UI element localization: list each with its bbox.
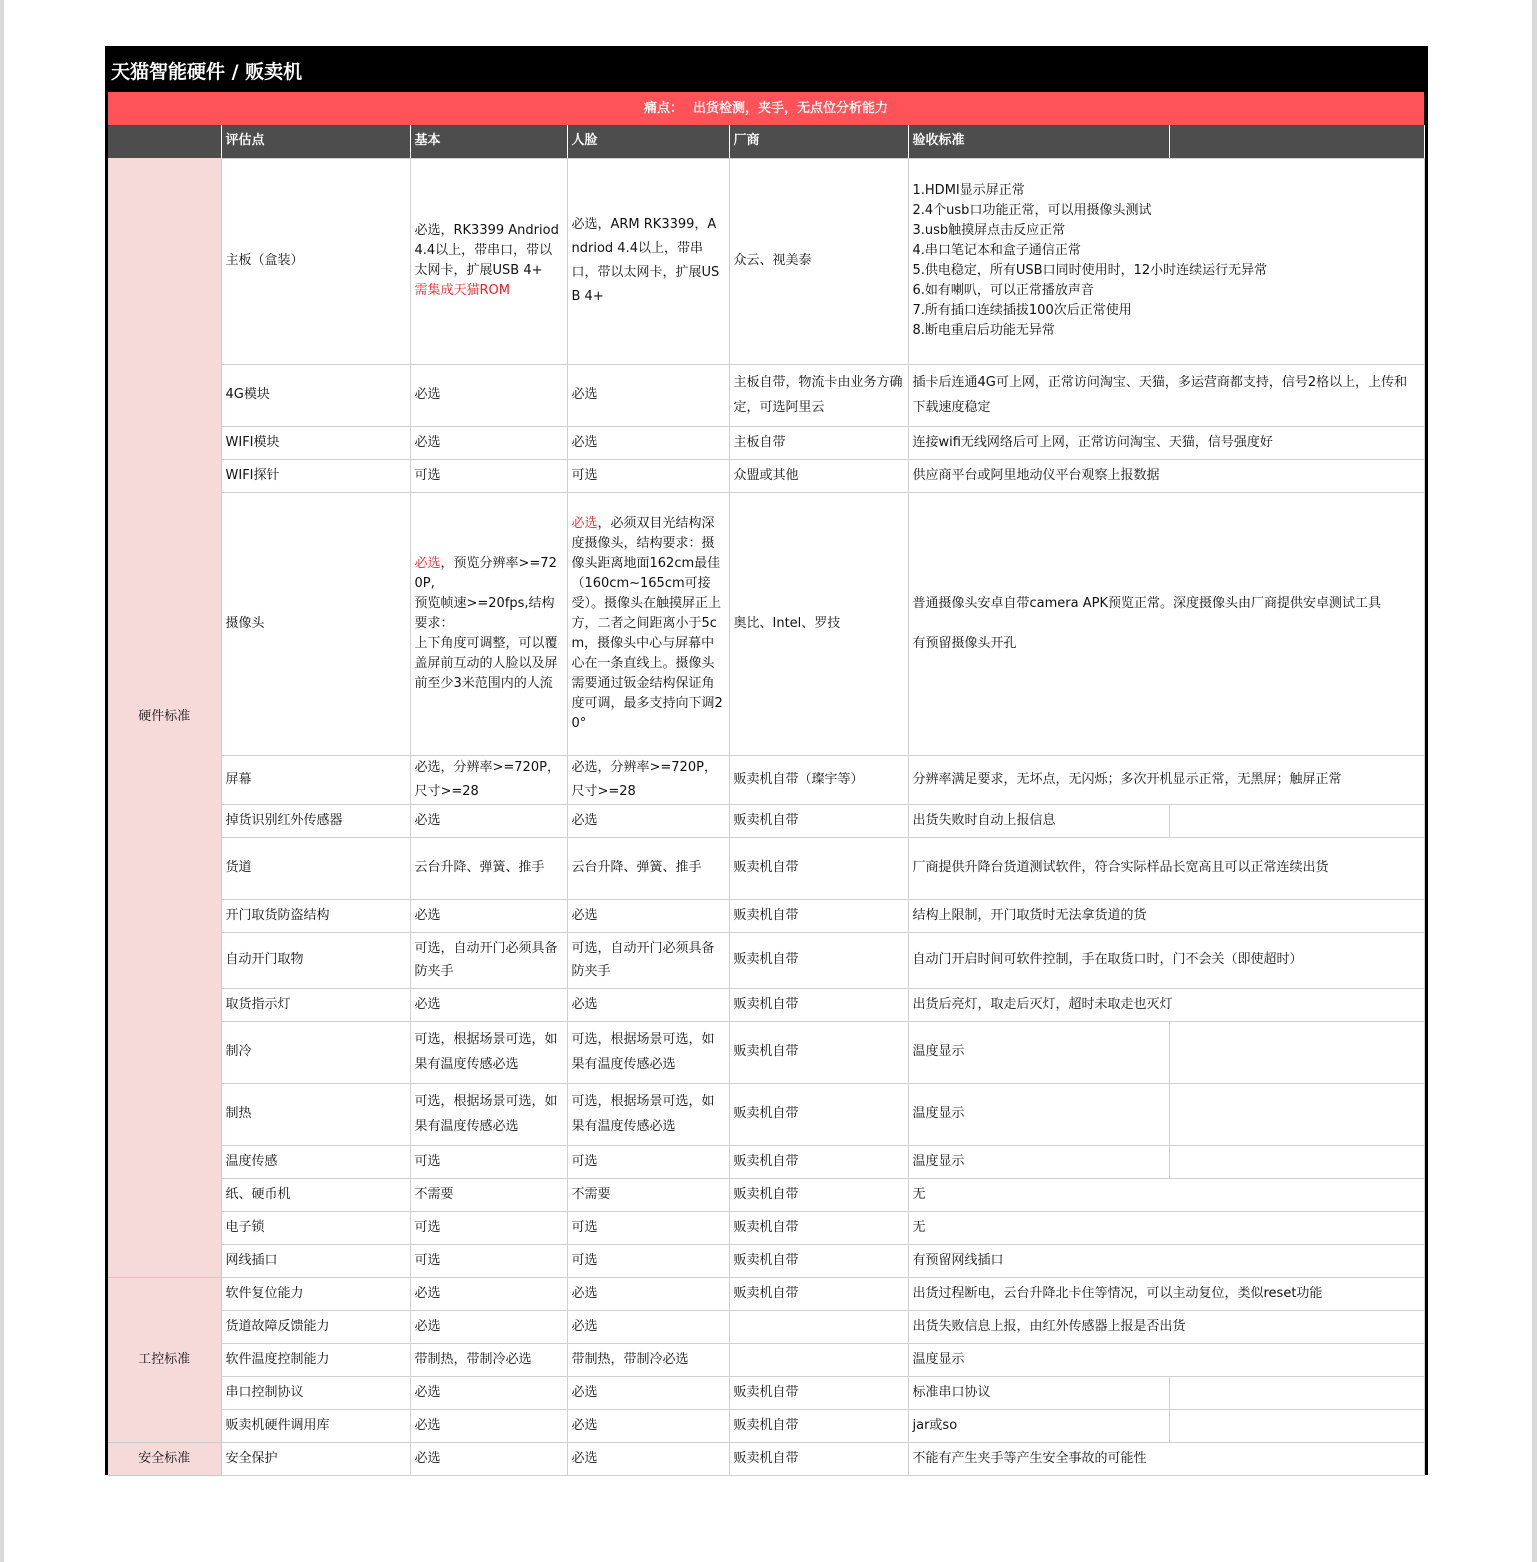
face-cell: 可选 (567, 1145, 729, 1178)
empty-cell (1169, 1083, 1424, 1145)
basic-cell: 可选 (410, 459, 567, 492)
vendor-cell (729, 1310, 908, 1343)
vendor-cell: 贩卖机自带 (729, 1277, 908, 1310)
standard-cell: 无 (908, 1178, 1424, 1211)
category-hardware: 硬件标准 (108, 158, 221, 1277)
basic-cell: 必选 (410, 426, 567, 459)
vendor-cell: 贩卖机自带 (729, 932, 908, 988)
basic-cell: 可选 (410, 1145, 567, 1178)
standard-cell: 自动门开启时间可软件控制，手在取货口时，门不会关（即使超时） (908, 932, 1424, 988)
item-cell: 4G模块 (221, 364, 410, 426)
vendor-cell (729, 1343, 908, 1376)
vendor-cell: 贩卖机自带 (729, 1442, 908, 1475)
table-row (108, 492, 1424, 755)
basic-cell: 可选，根据场景可选，如果有温度传感必选 (410, 1083, 567, 1145)
spreadsheet-sheet (105, 46, 1428, 1475)
pain-points-text: 出货检测，夹手，无点位分析能力 (693, 101, 889, 116)
table-row (108, 459, 1424, 492)
item-cell: 掉货识别红外传感器 (221, 804, 410, 837)
table-row (108, 932, 1424, 988)
standard-cell: 供应商平台或阿里地动仪平台观察上报数据 (908, 459, 1424, 492)
basic-cell: 必选 (410, 988, 567, 1021)
item-cell: 开门取货防盗结构 (221, 899, 410, 932)
standard-cell: 有预留网线插口 (908, 1244, 1424, 1277)
face-cell: 必选 (567, 988, 729, 1021)
face-cell: 必选 (567, 899, 729, 932)
empty-cell (1169, 1021, 1424, 1083)
basic-text: ，预览分辨率>=720P, 预览帧速>=20fps,结构要求： 上下角度可调整，可以覆盖屏前互动的人脸以及屏前至少3米范围内的人流 (414, 555, 558, 691)
table-row (108, 1343, 1424, 1376)
item-cell: 摄像头 (221, 492, 410, 755)
basic-cell: 必选 (410, 1310, 567, 1343)
face-cell (567, 492, 729, 755)
table-row (108, 1178, 1424, 1211)
face-cell: 可选 (567, 1211, 729, 1244)
face-cell: 必选 (567, 1310, 729, 1343)
standard-cell: 标准串口协议 (908, 1376, 1169, 1409)
table-row (108, 426, 1424, 459)
item-cell: 串口控制协议 (221, 1376, 410, 1409)
basic-cell: 必选，分辨率>=720P，尺寸>=28 (410, 755, 567, 804)
vendor-cell: 贩卖机自带 (729, 1145, 908, 1178)
basic-cell: 必选 (410, 1277, 567, 1310)
table-row (108, 1083, 1424, 1145)
basic-cell: 必选 (410, 1442, 567, 1475)
table-row (108, 1442, 1424, 1475)
standard-cell: 温度显示 (908, 1083, 1169, 1145)
vendor-cell: 贩卖机自带 (729, 1021, 908, 1083)
face-cell: 必选 (567, 804, 729, 837)
header-row (108, 125, 1424, 158)
viewer-scrollbar[interactable] (1532, 0, 1537, 1562)
standard-cell: 温度显示 (908, 1343, 1424, 1376)
basic-cell: 可选 (410, 1211, 567, 1244)
empty-cell (1169, 1376, 1424, 1409)
vendor-cell: 贩卖机自带 (729, 1244, 908, 1277)
standard-cell: 出货失败时自动上报信息 (908, 804, 1169, 837)
category-industrial-control: 工控标准 (108, 1277, 221, 1442)
table-row (108, 1376, 1424, 1409)
basic-required: 必选 (414, 555, 441, 571)
basic-cell: 必选 (410, 1376, 567, 1409)
item-cell: 纸、硬币机 (221, 1178, 410, 1211)
standard-cell: 厂商提供升降台货道测试软件，符合实际样品长宽高且可以正常连续出货 (908, 837, 1424, 899)
header-face: 人脸 (567, 125, 729, 158)
standard-cell: 出货失败信息上报，由红外传感器上报是否出货 (908, 1310, 1424, 1343)
face-cell: 可选，根据场景可选，如果有温度传感必选 (567, 1083, 729, 1145)
face-cell: 必选 (567, 364, 729, 426)
item-cell: 取货指示灯 (221, 988, 410, 1021)
basic-cell: 必选 (410, 364, 567, 426)
face-cell: 必选 (567, 1409, 729, 1442)
vendor-cell: 贩卖机自带 (729, 1178, 908, 1211)
table-row (108, 804, 1424, 837)
table-row (108, 1277, 1424, 1310)
vendor-cell: 贩卖机自带 (729, 1083, 908, 1145)
item-cell: 屏幕 (221, 755, 410, 804)
item-cell: 制热 (221, 1083, 410, 1145)
vendor-cell: 贩卖机自带 (729, 1409, 908, 1442)
basic-cell (410, 158, 567, 364)
table-row (108, 755, 1424, 804)
item-cell: 贩卖机硬件调用库 (221, 1409, 410, 1442)
item-cell: 软件温度控制能力 (221, 1343, 410, 1376)
basic-cell: 必选 (410, 804, 567, 837)
item-cell: 主板（盒装） (221, 158, 410, 364)
header-basic: 基本 (410, 125, 567, 158)
item-cell: 安全保护 (221, 1442, 410, 1475)
table-row (108, 1409, 1424, 1442)
basic-cell: 必选 (410, 899, 567, 932)
standard-cell: 温度显示 (908, 1145, 1169, 1178)
face-cell: 带制热，带制冷必选 (567, 1343, 729, 1376)
item-cell: 货道 (221, 837, 410, 899)
face-cell: 必选，分辨率>=720P，尺寸>=28 (567, 755, 729, 804)
category-header-blank (108, 125, 221, 158)
empty-cell (1169, 804, 1424, 837)
basic-cell: 可选，自动开门必须具备防夹手 (410, 932, 567, 988)
header-standard: 验收标准 (908, 125, 1169, 158)
basic-cell: 云台升降、弹簧、推手 (410, 837, 567, 899)
vendor-cell: 贩卖机自带 (729, 1211, 908, 1244)
empty-cell (1169, 1409, 1424, 1442)
table-row (108, 899, 1424, 932)
item-cell: 制冷 (221, 1021, 410, 1083)
vendor-cell: 贩卖机自带 (729, 837, 908, 899)
basic-cell: 可选 (410, 1244, 567, 1277)
item-cell: 网线插口 (221, 1244, 410, 1277)
table-row (108, 1310, 1424, 1343)
standard-cell: 连接wifi无线网络后可上网，正常访问淘宝、天猫，信号强度好 (908, 426, 1424, 459)
item-cell: 温度传感 (221, 1145, 410, 1178)
table-row (108, 1244, 1424, 1277)
item-cell: WIFI模块 (221, 426, 410, 459)
face-cell: 必选 (567, 1442, 729, 1475)
vendor-cell: 贩卖机自带 (729, 1376, 908, 1409)
basic-text: 必选，RK3399 Andriod 4.4以上，带串口，带以太网卡，扩展USB 4+ (414, 223, 559, 278)
table-row (108, 364, 1424, 426)
pain-points-banner (108, 92, 1424, 125)
pain-points-label: 痛点： (643, 101, 683, 116)
standard-cell: jar或so (908, 1409, 1169, 1442)
vendor-cell: 主板自带 (729, 426, 908, 459)
item-cell: 自动开门取物 (221, 932, 410, 988)
face-cell: 不需要 (567, 1178, 729, 1211)
vendor-cell: 贩卖机自带（璨宇等） (729, 755, 908, 804)
face-cell: 可选，根据场景可选，如果有温度传感必选 (567, 1021, 729, 1083)
viewer-left-edge (0, 0, 4, 1562)
item-cell: 货道故障反馈能力 (221, 1310, 410, 1343)
item-cell: WIFI探针 (221, 459, 410, 492)
basic-cell: 不需要 (410, 1178, 567, 1211)
face-text: ，必须双目光结构深度摄像头，结构要求：摄像头距离地面162cm最佳（160cm~165cm可接受）。摄像头在触摸屏正上方，二者之间距离小于5cm，摄像头中心与屏幕中心在一条直线上。摄像头需要通过钣金结构保证角度可调，最多支持向下调20° (571, 515, 723, 731)
standard-cell: 出货后亮灯，取走后灭灯，超时未取走也灭灯 (908, 988, 1424, 1021)
face-cell: 可选 (567, 1244, 729, 1277)
table-row (108, 158, 1424, 364)
basic-note: 需集成天猫ROM (414, 283, 510, 298)
standard-cell: 1.HDMI显示屏正常 2.4个usb口功能正常，可以用摄像头测试 3.usb触摸屏点击反应正常 4.串口笔记本和盒子通信正常 5.供电稳定，所有USB口同时使用时，12小时连续运行无异常 6.如有喇叭，可以正常播放声音 7.所有插口连续插拔100次后正常使用 8.断电重启后功能无异常 (908, 158, 1424, 364)
table-row (108, 837, 1424, 899)
table-row (108, 1021, 1424, 1083)
face-cell: 必选 (567, 1376, 729, 1409)
header-blank (1169, 125, 1424, 158)
standard-cell: 结构上限制，开门取货时无法拿货道的货 (908, 899, 1424, 932)
face-cell: 必选 (567, 1277, 729, 1310)
table-row (108, 988, 1424, 1021)
standard-cell: 出货过程断电，云台升降北卡住等情况，可以主动复位，类似reset功能 (908, 1277, 1424, 1310)
vendor-cell: 贩卖机自带 (729, 988, 908, 1021)
header-vendor: 厂商 (729, 125, 908, 158)
vendor-cell: 贩卖机自带 (729, 804, 908, 837)
item-cell: 电子锁 (221, 1211, 410, 1244)
vendor-cell: 奥比、Intel、罗技 (729, 492, 908, 755)
face-cell: 必选 (567, 426, 729, 459)
face-cell: 可选 (567, 459, 729, 492)
basic-cell (410, 492, 567, 755)
sheet-title: 天猫智能硬件 / 贩卖机 (105, 46, 1428, 91)
category-safety: 安全标准 (108, 1442, 221, 1475)
table-row (108, 1211, 1424, 1244)
vendor-cell: 众云、视美泰 (729, 158, 908, 364)
standard-cell: 分辨率满足要求，无坏点，无闪烁；多次开机显示正常，无黑屏；触屏正常 (908, 755, 1424, 804)
face-cell: 云台升降、弹簧、推手 (567, 837, 729, 899)
vendor-cell: 众盟或其他 (729, 459, 908, 492)
standard-cell: 温度显示 (908, 1021, 1169, 1083)
vendor-cell: 贩卖机自带 (729, 899, 908, 932)
basic-cell: 带制热，带制冷必选 (410, 1343, 567, 1376)
face-cell: 必选，ARM RK3399，Andriod 4.4以上，带串口，带以太网卡，扩展USB 4+ (567, 158, 729, 364)
standard-cell: 普通摄像头安卓自带camera APK预览正常。深度摄像头由厂商提供安卓测试工具 有预留摄像头开孔 (908, 492, 1424, 755)
face-required: 必选 (571, 515, 598, 531)
table-row (108, 1145, 1424, 1178)
item-cell: 软件复位能力 (221, 1277, 410, 1310)
standard-cell: 不能有产生夹手等产生安全事故的可能性 (908, 1442, 1424, 1475)
header-item: 评估点 (221, 125, 410, 158)
empty-cell (1169, 1145, 1424, 1178)
face-cell: 可选，自动开门必须具备防夹手 (567, 932, 729, 988)
basic-cell: 必选 (410, 1409, 567, 1442)
vendor-cell: 主板自带，物流卡由业务方确定，可选阿里云 (729, 364, 908, 426)
evaluation-table (108, 125, 1425, 1476)
standard-cell: 插卡后连通4G可上网，正常访问淘宝、天猫，多运营商都支持，信号2格以上，上传和下载速度稳定 (908, 364, 1424, 426)
basic-cell: 可选，根据场景可选，如果有温度传感必选 (410, 1021, 567, 1083)
standard-cell: 无 (908, 1211, 1424, 1244)
